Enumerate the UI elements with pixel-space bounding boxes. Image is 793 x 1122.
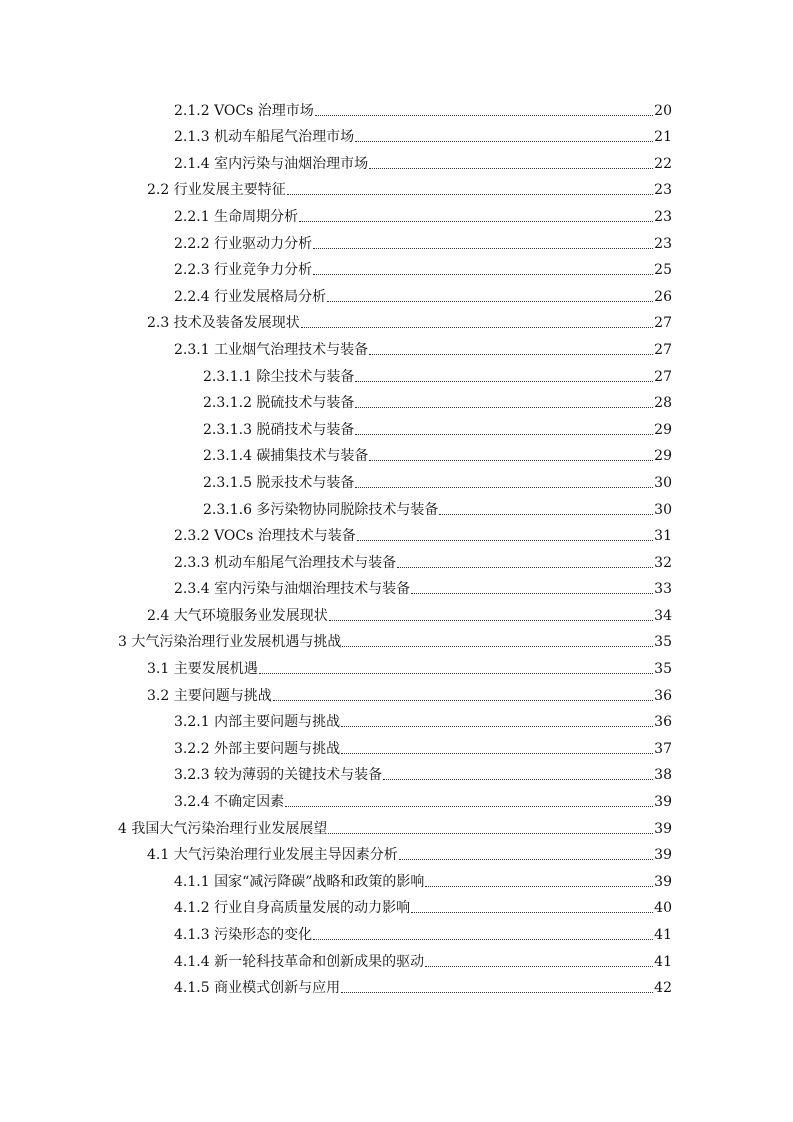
toc-entry[interactable] <box>0 310 672 337</box>
toc-entry-title: 2.4 大气环境服务业发展现状 <box>147 607 328 624</box>
toc-dot-leader <box>259 673 653 674</box>
toc-entry[interactable] <box>0 549 672 576</box>
toc-dot-leader <box>355 487 653 488</box>
toc-entry[interactable] <box>0 948 672 975</box>
toc-entry[interactable] <box>0 735 672 762</box>
toc-entry-title: 2.3.1 工业烟气治理技术与装备 <box>174 341 369 358</box>
toc-dot-leader <box>313 274 653 275</box>
toc-entry-page-number: 37 <box>654 740 672 757</box>
toc-dot-leader <box>313 248 653 249</box>
toc-entry-title: 4.1.3 污染形态的变化 <box>174 927 313 943</box>
toc-dot-leader <box>273 700 653 701</box>
toc-entry-page-number: 29 <box>654 421 672 438</box>
toc-entry-title: 3.2.4 不确定因素 <box>174 794 285 811</box>
toc-entry-page-number: 20 <box>654 102 672 119</box>
toc-entry-title: 3.2 主要问题与挑战 <box>147 687 272 704</box>
toc-dot-leader <box>315 115 653 116</box>
toc-dot-leader <box>411 912 653 913</box>
toc-entry-page-number: 35 <box>654 634 672 651</box>
toc-entry-page-number: 36 <box>654 714 672 731</box>
toc-entry[interactable] <box>0 523 672 550</box>
toc-entry[interactable] <box>0 283 672 310</box>
toc-dot-leader <box>341 726 653 727</box>
toc-entry-page-number: 25 <box>654 262 672 279</box>
toc-entry-page-number: 39 <box>654 873 672 890</box>
toc-entry-page-number: 34 <box>654 607 672 624</box>
toc-dot-leader <box>329 620 653 621</box>
toc-entry-title: 3.2.1 内部主要问题与挑战 <box>174 714 341 731</box>
toc-dot-leader <box>369 460 653 461</box>
toc-entry-title: 4.1.4 新一轮科技革命和创新成果的驱动 <box>174 953 425 970</box>
toc-entry-title: 2.3.1.6 多污染物协同脱除技术与装备 <box>203 501 439 518</box>
toc-entry-title: 4 我国大气污染治理行业发展展望 <box>118 820 328 837</box>
toc-dot-leader <box>287 194 653 195</box>
toc-entry-title: 2.3.3 机动车船尾气治理技术与装备 <box>174 554 397 571</box>
toc-entry-page-number: 23 <box>654 208 672 225</box>
toc-entry-page-number: 27 <box>654 341 672 358</box>
toc-entry-page-number: 26 <box>654 288 672 305</box>
toc-entry-page-number: 27 <box>654 315 672 332</box>
toc-entry-title: 2.2.2 行业驱动力分析 <box>174 235 313 252</box>
toc-entry-page-number: 41 <box>654 953 672 970</box>
toc-entry-page-number: 27 <box>654 368 672 385</box>
toc-entry-page-number: 40 <box>654 900 672 917</box>
toc-entry-page-number: 23 <box>654 235 672 252</box>
toc-dot-leader <box>355 434 653 435</box>
toc-entry[interactable] <box>0 496 672 523</box>
toc-entry-page-number: 39 <box>654 794 672 811</box>
toc-entry-title: 3.2.3 较为薄弱的关键技术与装备 <box>174 767 383 784</box>
toc-entry-title: 4.1.5 商业模式创新与应用 <box>174 980 341 997</box>
toc-entry[interactable] <box>0 203 672 230</box>
toc-dot-leader <box>439 514 653 515</box>
toc-entry-title: 3.2.2 外部主要问题与挑战 <box>174 740 341 757</box>
toc-dot-leader <box>299 221 653 222</box>
toc-entry[interactable] <box>0 336 672 363</box>
toc-dot-leader <box>357 540 653 541</box>
toc-dot-leader <box>425 966 653 967</box>
toc-entry[interactable] <box>0 230 672 257</box>
toc-dot-leader <box>425 886 653 887</box>
toc-dot-leader <box>342 646 653 647</box>
toc-entry[interactable] <box>0 150 672 177</box>
toc-dot-leader <box>327 301 653 302</box>
toc-entry[interactable] <box>0 895 672 922</box>
toc-entry-title: 2.3.4 室内污染与油烟治理技术与装备 <box>174 581 411 598</box>
toc-entry-title: 2.2 行业发展主要特征 <box>147 182 286 199</box>
toc-dot-leader <box>369 168 653 169</box>
toc-entry[interactable] <box>0 443 672 470</box>
toc-dot-leader <box>369 354 653 355</box>
toc-entry[interactable] <box>0 762 672 789</box>
toc-entry-title: 2.3.1.4 碳捕集技术与装备 <box>203 448 369 465</box>
toc-entry-title: 2.3.1.1 除尘技术与装备 <box>203 368 355 385</box>
toc-entry-page-number: 28 <box>654 395 672 412</box>
toc-entry[interactable] <box>0 868 672 895</box>
toc-entry-title: 2.3.1.3 脱硝技术与装备 <box>203 421 355 438</box>
toc-dot-leader <box>355 141 653 142</box>
toc-entry[interactable] <box>0 788 672 815</box>
toc-entry[interactable] <box>0 257 672 284</box>
toc-dot-leader <box>411 593 653 594</box>
toc-entry[interactable] <box>0 390 672 417</box>
toc-entry-title: 2.3.1.2 脱硫技术与装备 <box>203 395 355 412</box>
toc-entry-title: 2.3.2 VOCs 治理技术与装备 <box>174 528 356 545</box>
toc-dot-leader <box>285 806 653 807</box>
toc-entry[interactable] <box>0 815 672 842</box>
toc-entry-page-number: 21 <box>654 129 672 146</box>
toc-entry-page-number: 38 <box>654 767 672 784</box>
toc-entry-page-number: 22 <box>654 155 672 172</box>
toc-dot-leader <box>341 753 653 754</box>
toc-entry-title: 3.1 主要发展机遇 <box>147 661 258 678</box>
toc-entry[interactable] <box>0 655 672 682</box>
toc-entry-page-number: 31 <box>654 528 672 545</box>
toc-entry[interactable] <box>0 124 672 151</box>
toc-dot-leader <box>355 381 653 382</box>
toc-entry[interactable] <box>0 416 672 443</box>
toc-dot-leader <box>301 327 653 328</box>
toc-entry[interactable] <box>0 975 672 1002</box>
toc-entry-title: 2.1.2 VOCs 治理市场 <box>174 102 314 119</box>
toc-entry-page-number: 23 <box>654 182 672 199</box>
toc-entry-title: 2.1.4 室内污染与油烟治理市场 <box>174 155 369 172</box>
toc-entry[interactable] <box>0 97 672 124</box>
toc-entry[interactable] <box>0 842 672 869</box>
table-of-contents <box>0 97 793 1001</box>
toc-entry-title: 2.2.4 行业发展格局分析 <box>174 288 327 305</box>
toc-entry[interactable] <box>0 629 672 656</box>
toc-entry-page-number: 29 <box>654 448 672 465</box>
toc-entry[interactable] <box>0 177 672 204</box>
toc-entry-title: 4.1 大气污染治理行业发展主导因素分析 <box>147 847 398 864</box>
toc-dot-leader <box>341 992 653 993</box>
toc-dot-leader <box>383 779 653 780</box>
toc-entry-page-number: 30 <box>654 501 672 518</box>
toc-entry-title: 3 大气污染治理行业发展机遇与挑战 <box>118 634 342 651</box>
toc-entry-title: 2.1.3 机动车船尾气治理市场 <box>174 129 355 146</box>
toc-entry-title: 2.3.1.5 脱汞技术与装备 <box>203 474 355 491</box>
toc-entry[interactable] <box>0 576 672 603</box>
toc-entry-page-number: 30 <box>654 474 672 491</box>
toc-entry[interactable] <box>0 682 672 709</box>
toc-entry-title: 2.3 技术及装备发展现状 <box>147 315 300 332</box>
toc-entry[interactable] <box>0 602 672 629</box>
toc-entry-title: 2.2.3 行业竞争力分析 <box>174 262 313 279</box>
toc-dot-leader <box>355 407 653 408</box>
toc-entry-page-number: 35 <box>654 661 672 678</box>
toc-entry-page-number: 36 <box>654 687 672 704</box>
toc-entry-page-number: 33 <box>654 581 672 598</box>
toc-entry[interactable] <box>0 921 672 948</box>
toc-dot-leader <box>397 567 653 568</box>
toc-entry[interactable] <box>0 363 672 390</box>
toc-entry-page-number: 41 <box>654 927 672 943</box>
toc-entry-page-number: 42 <box>654 980 672 997</box>
toc-dot-leader <box>313 939 653 940</box>
toc-entry-title: 2.2.1 生命周期分析 <box>174 208 299 225</box>
toc-entry-page-number: 39 <box>654 820 672 837</box>
toc-entry[interactable] <box>0 469 672 496</box>
toc-entry-title: 4.1.1 国家“减污降碳”战略和政策的影响 <box>174 873 425 890</box>
toc-dot-leader <box>328 833 653 834</box>
toc-entry-title: 4.1.2 行业自身高质量发展的动力影响 <box>174 900 411 917</box>
toc-entry-page-number: 32 <box>654 554 672 571</box>
toc-dot-leader <box>399 859 653 860</box>
toc-entry[interactable] <box>0 709 672 736</box>
toc-entry-page-number: 39 <box>654 847 672 864</box>
